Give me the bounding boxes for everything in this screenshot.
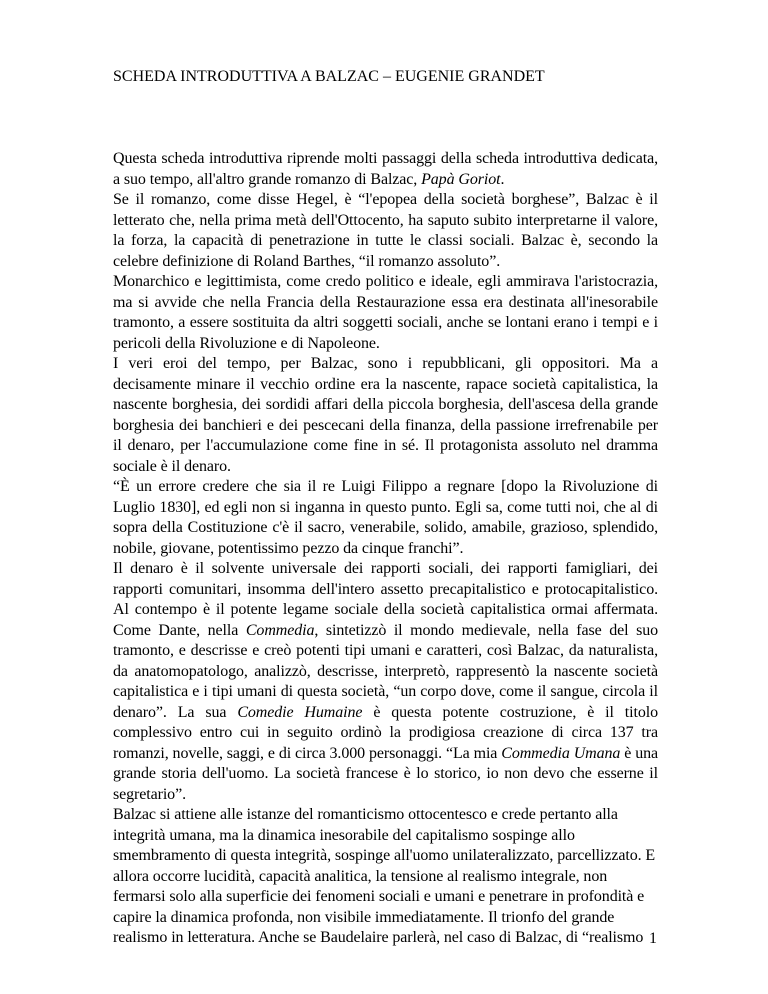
paragraph-text: “È un errore credere che sia il re Luigi Filippo a regnare [dopo la Rivoluzione di Luglio 1830], ed egli non si inganna in questo punto. Egli sa, come tutti noi, che al di sopra della Costituzione c'è il sacro, venerabile, solido, amabile, grazioso, splendido, nobile, giovane, potentissimo pezzo da cinque franchi”. <box>113 478 658 557</box>
body-paragraph <box>113 190 658 272</box>
italic-title: Comedie Humaine <box>237 703 363 721</box>
paragraph-text: I veri eroi del tempo, per Balzac, sono i repubblicani, gli oppositori. Ma a decisamente minare il vecchio ordine era la nascente, rapace società capitalistica, la nascente borghesia, dei sordidi affari della piccola borghesia, dell'ascesa della grande borghesia dei banchieri e dei pescecani della finanza, della passione irrefrenabile per il denaro, per l'accumulazione come fine in sé. Il protagonista assoluto nel dramma sociale è il denaro. <box>113 355 658 475</box>
paragraph-text: Questa scheda introduttiva riprende molti passaggi della scheda introduttiva dedicata, a suo tempo, all'altro grande romanzo di Balzac, <box>113 150 658 188</box>
paragraph-text: , sintetizzò il mondo medievale, nella fase del suo tramonto, e descrisse e creò potenti tipi umani e caratteri, così Balzac, da naturalista, da anatomopatologo, analizzò, descrisse, interpretò, rappresentò la nascente società capitalistica e i tipi umani di questa società, “un corpo dove, come il sangue, circola il denaro”. La sua <box>113 621 658 721</box>
body-paragraph <box>113 477 658 559</box>
body-paragraph <box>113 559 658 805</box>
italic-title: Papà Goriot <box>421 170 501 188</box>
paragraph-text: è una grande storia dell'uomo. La società francese è lo storico, io non devo che esserne il segretario”. <box>113 744 659 803</box>
paragraph-text: . <box>500 170 505 188</box>
body-paragraph <box>113 805 658 949</box>
paragraph-text: Balzac si attiene alle istanze del romanticismo ottocentesco e crede pertanto alla integrità umana, ma la dinamica inesorabile del capitalismo sospinge allo smembramento di questa integrità, sospinge all'uomo unilateralizzato, parcellizzato. E allora occorre lucidità, capacità analitica, la tensione al realismo integrale, non fermarsi solo alla superficie dei fenomeni sociali e umani e penetrare in profondità e capire la dinamica profonda, non visibile immediatamente. Il trionfo del grande realismo in letteratura. Anche se Baudelaire parlerà, nel caso di Balzac, di “realismo <box>113 806 656 946</box>
paragraph-text: Il denaro è il solvente universale dei rapporti sociali, dei rapporti famigliari, dei rapporti comunitari, insomma dell'intero assetto precapitalistico e protocapitalistico. Al contempo è il potente legame sociale della società capitalistica ormai affermata. Come Dante, nella <box>113 560 658 639</box>
body-paragraph <box>113 149 658 190</box>
paragraph-text: Se il romanzo, come disse Hegel, è “l'epopea della società borghese”, Balzac è il letterato che, nella prima metà dell'Ottocento, ha saputo subito interpretarne il valore, la forza, la capacità di penetrazione in tutte le classi sociali. Balzac è, secondo la celebre definizione di Roland Barthes, “il romanzo assoluto”. <box>113 191 658 270</box>
body-paragraph <box>113 354 658 477</box>
body-paragraph <box>113 272 658 354</box>
italic-title: Commedia <box>245 621 315 639</box>
document-title: SCHEDA INTRODUTTIVA A BALZAC – EUGENIE GRANDET <box>113 68 545 85</box>
italic-title: Commedia Umana <box>501 744 621 762</box>
paragraph-text: è questa potente costruzione, è il titolo complessivo entro cui in seguito ordinò la prodigiosa creazione di circa 137 tra romanzi, novelle, saggi, e di circa 3.000 personaggi. “La mia <box>113 703 658 762</box>
page-number: 1 <box>649 930 657 947</box>
paragraph-text: Monarchico e legittimista, come credo politico e ideale, egli ammirava l'aristocrazia, ma si avvide che nella Francia della Restaurazione essa era destinata all'inesorabile tramonto, a essere sostituita da altri soggetti sociali, anche se lontani erano i tempi e i pericoli della Rivoluzione e di Napoleone. <box>113 273 658 352</box>
document-body <box>113 149 658 949</box>
